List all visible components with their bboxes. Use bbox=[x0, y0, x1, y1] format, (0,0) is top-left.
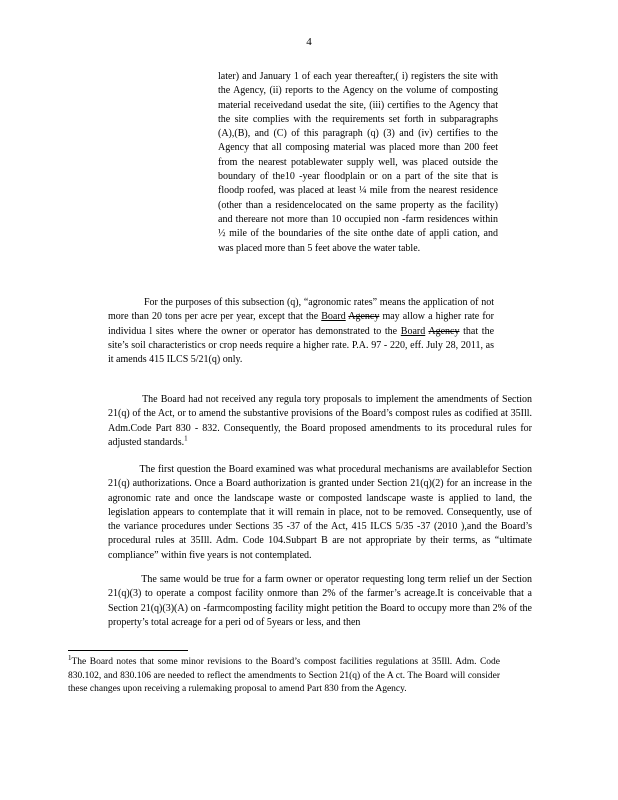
page-number: 4 bbox=[306, 36, 312, 48]
agency-deletion-2: Agency bbox=[428, 325, 460, 337]
purposes-text-a: For the purposes of this subsection (q), “agronomic rates” means the application of not more than 20 tons per acre per year, except that the bbox=[108, 297, 494, 323]
footnote-ref: 1 bbox=[184, 434, 188, 443]
farm-owner-paragraph bbox=[108, 573, 532, 630]
footnote-divider bbox=[68, 650, 188, 651]
para3-text: The same would be true for a farm owner or operator requesting long term relief un der Section 21(q)(3) to operate a compost facility onmore than 2% of the farmer’s acreage.It is conceivable that a Section 21(q)(3)(A) on -farmcomposting facility might petition the Board to occupy more than 2% of the property’s total acreage for a peri od of 5years or less, and then bbox=[108, 574, 533, 628]
para2-text: The first question the Board examined was what procedural mechanisms are availablefor Section 21(q) authorizations. Once a Board authorization is granted under Section 21(q)(2) for an increase in the agronomic rate and once the landscape waste or composted landscape waste is applied to land, the legislation appears to contemplate that it will remain in place, not to be removed. Consequently, use of the variance procedures under Sections 35 -37 of the Act, 415 ILCS 5/35 -37 (2010 ),and the Board’s procedural rules at 35Ill. Adm. Code 104.Subpart B are not appropriate by their terms, as “ultimate compliance” within five years is not contemplated. bbox=[108, 464, 532, 561]
footnote-mark: 1 bbox=[68, 653, 72, 662]
purposes-paragraph bbox=[108, 296, 494, 367]
board-insertion-2: Board bbox=[400, 325, 426, 337]
board-proposal-paragraph bbox=[108, 393, 532, 450]
statute-quote bbox=[218, 70, 498, 256]
purposes-text-b: may allow a higher rate for individua l sites where the owner or operator has demonstrated to the bbox=[108, 311, 494, 337]
agency-deletion-1: Agency bbox=[348, 311, 380, 323]
footnote bbox=[68, 653, 500, 697]
para1-text: The Board had not received any regula tory proposals to implement the amendments of Section 21(q) of the Act, or to amend the substantive provisions of the Board’s compost rules as codified at 35Ill. Adm.Code Part 830 - 832. Consequently, the Board proposed amendments to its procedural rules for adjusted standards. bbox=[108, 394, 533, 448]
board-insertion-1: Board bbox=[321, 311, 346, 323]
procedural-mechanisms-paragraph bbox=[108, 463, 532, 563]
purposes-text-c: that the site’s soil characteristics or crop needs require a higher rate. P.A. 97 - 220, eff. July 28, 2011, as it amends 415 ILCS 5/21(q) only. bbox=[108, 325, 495, 366]
footnote-text: The Board notes that some minor revisions to the Board’s compost facilities regulations at 35Ill. Adm. Code 830.102, and 830.106 are needed to reflect the amendments to Section 21(q) of the A ct. The Board will consider these changes upon receiving a rulemaking proposal to amend Part 830 from the Agency. bbox=[68, 657, 500, 694]
quote-text: later) and January 1 of each year thereafter,( i) registers the site with the Agency, (ii) reports to the Agency on the volume of composting material receivedand usedat the site, (iii) certifies to the Agency that the site complies with the requirements set forth in subparagraphs (A),(B), and (C) of this paragraph (q) (3) and (iv) certifies to the Agency that all composing material was placed more than 200 feet from the nearest potablewater supply well, was placed outside the boundary of the10 -year floodplain or on a part of the site that is floodp roofed, was placed at least ¼ mile from the nearest residence (other than a residencelocated on the same property as the facility) and thereare not more than 10 occupied non -farm residences within ½ mile of the boundaries of the site onthe date of appli cation, and was placed more than 5 feet above the water table. bbox=[218, 71, 498, 254]
